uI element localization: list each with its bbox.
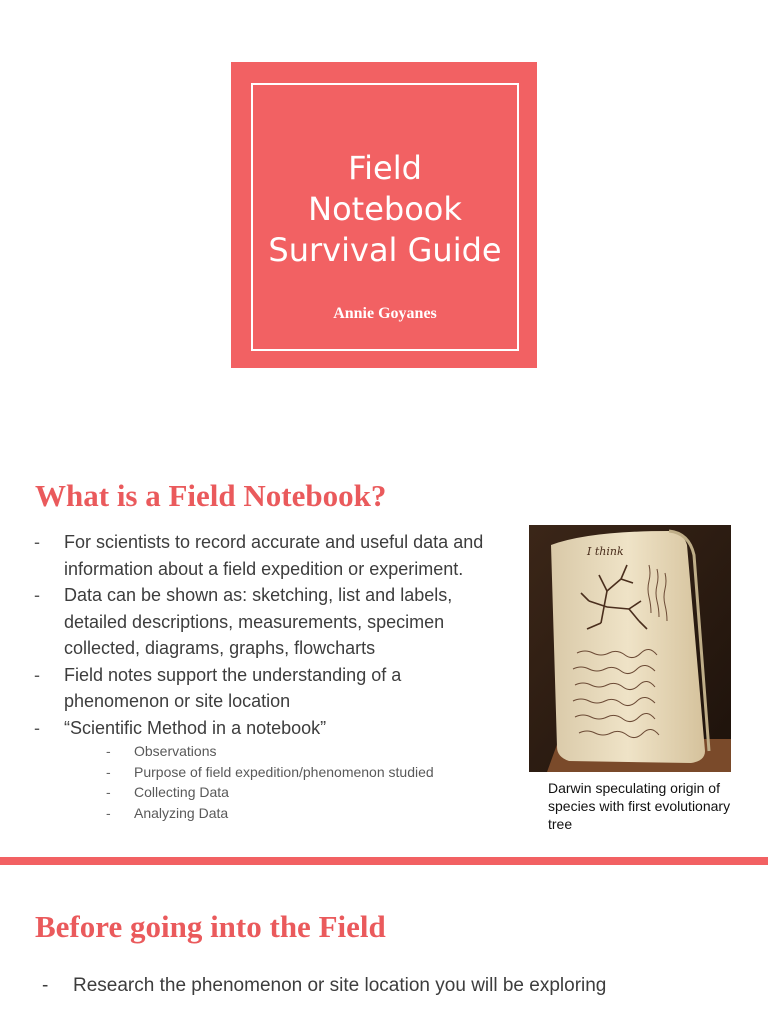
title-frame bbox=[251, 83, 519, 351]
sub-list-item: - Collecting Data bbox=[106, 784, 229, 801]
author-name: Annie Goyanes bbox=[333, 305, 437, 322]
bullet-list bbox=[32, 529, 492, 824]
list-item: - Field notes support the understanding of a phenomenon or site location bbox=[34, 664, 402, 711]
handwritten-annotation: I think bbox=[587, 545, 624, 558]
bullet-list bbox=[40, 973, 606, 999]
slide-heading: Before going into the Field bbox=[35, 909, 386, 944]
slide-heading: What is a Field Notebook? bbox=[35, 478, 387, 513]
list-item: - Research the phenomenon or site location you will be exploring bbox=[42, 975, 607, 996]
notebook-illustration bbox=[529, 525, 731, 772]
slide-divider bbox=[0, 857, 768, 865]
image-caption: Darwin speculating origin of species with first evolutionary tree bbox=[548, 780, 731, 832]
list-item: - Data can be shown as: sketching, list and labels, detailed descriptions, measurements, specimen collected, diagrams, graphs, flowcharts bbox=[34, 585, 453, 658]
sub-bullet-list bbox=[64, 741, 492, 824]
presentation-title: Field Notebook Survival Guide bbox=[268, 149, 502, 269]
list-item: - For scientists to record accurate and useful data and information about a field expedition or experiment. bbox=[34, 532, 484, 579]
list-item: - “Scientific Method in a notebook” - Observations - Purpose of field expedition/phenomenon studied - Collecting Data - Analyzing Data bbox=[32, 715, 492, 824]
before-field-slide bbox=[0, 865, 768, 1024]
title-slide bbox=[0, 0, 768, 430]
sub-list-item: - Observations bbox=[106, 743, 217, 759]
darwin-notebook-photo bbox=[529, 525, 731, 772]
what-is-slide bbox=[0, 440, 768, 858]
sub-list-item: - Purpose of field expedition/phenomenon studied bbox=[106, 763, 434, 780]
sub-list-item: - Analyzing Data bbox=[106, 805, 229, 822]
title-card bbox=[231, 62, 537, 368]
